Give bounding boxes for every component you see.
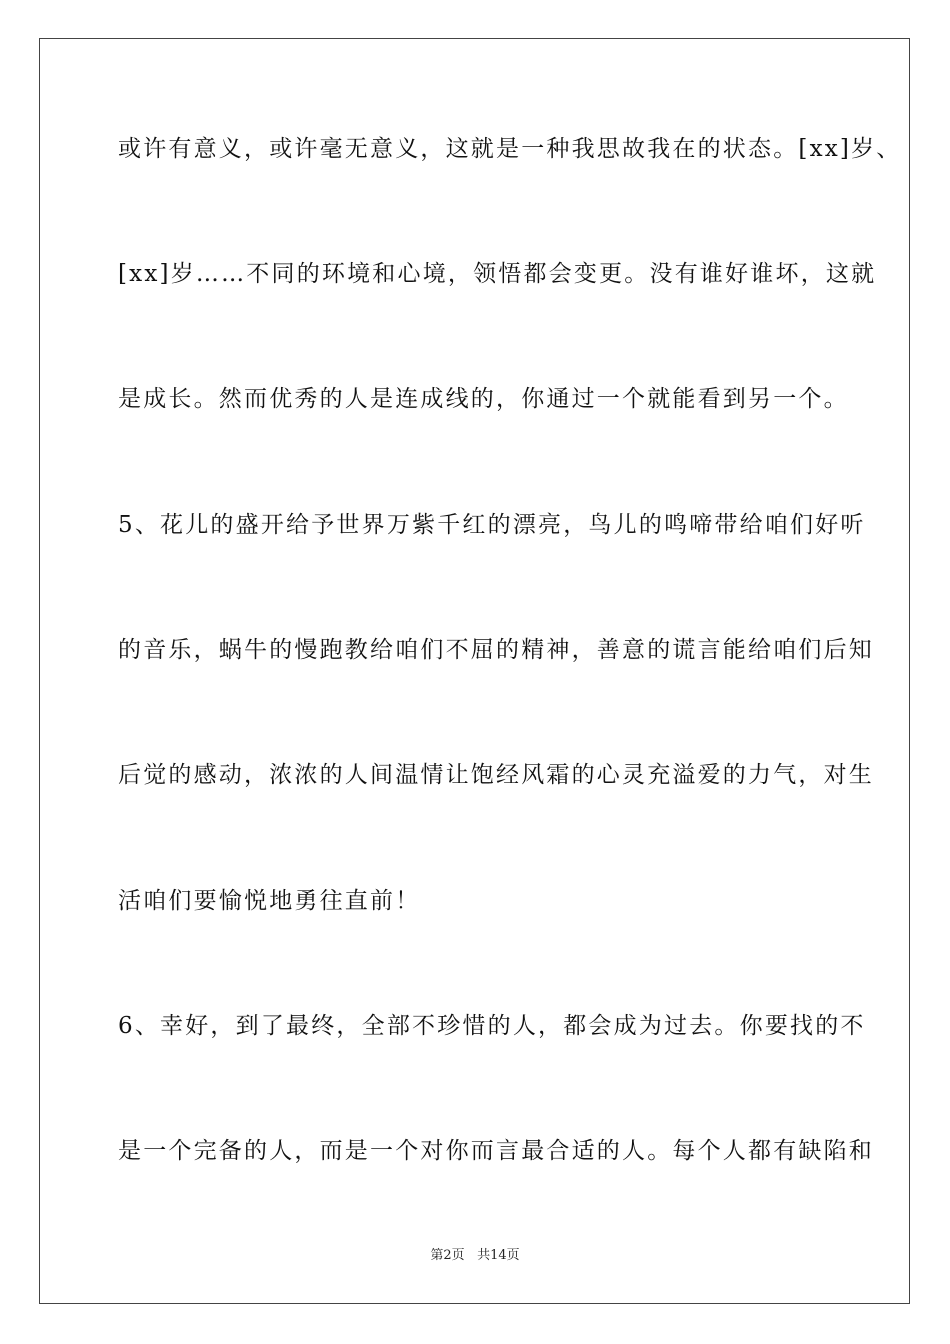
text-line-6: 后觉的感动，浓浓的人间温情让饱经风霜的心灵充溢爱的力气，对生 xyxy=(118,762,874,788)
text-line-9: 是一个完备的人，而是一个对你而言最合适的人。每个人都有缺陷和 xyxy=(118,1138,874,1164)
text-line-7: 活咱们要愉悦地勇往直前！ xyxy=(118,888,421,914)
page-footer xyxy=(0,1247,950,1265)
text-line-3: 是成长。然而优秀的人是连成线的，你通过一个就能看到另一个。 xyxy=(118,386,849,412)
text-line-2: [xx]岁……不同的环境和心境，领悟都会变更。没有谁好谁坏，这就 xyxy=(118,261,877,287)
page-number: 第2页 xyxy=(430,1248,465,1263)
text-line-8: 6、幸好，到了最终，全部不珍惜的人，都会成为过去。你要找的不 xyxy=(118,1013,866,1039)
page-total: 共14页 xyxy=(477,1248,520,1263)
text-line-5: 的音乐，蜗牛的慢跑教给咱们不屈的精神，善意的谎言能给咱们后知 xyxy=(118,637,874,663)
page-border xyxy=(39,38,910,1304)
text-line-1: 或许有意义，或许毫无意义，这就是一种我思故我在的状态。[xx]岁、 xyxy=(118,136,902,162)
text-line-4: 5、花儿的盛开给予世界万紫千红的漂亮，鸟儿的鸣啼带给咱们好听 xyxy=(118,512,866,538)
